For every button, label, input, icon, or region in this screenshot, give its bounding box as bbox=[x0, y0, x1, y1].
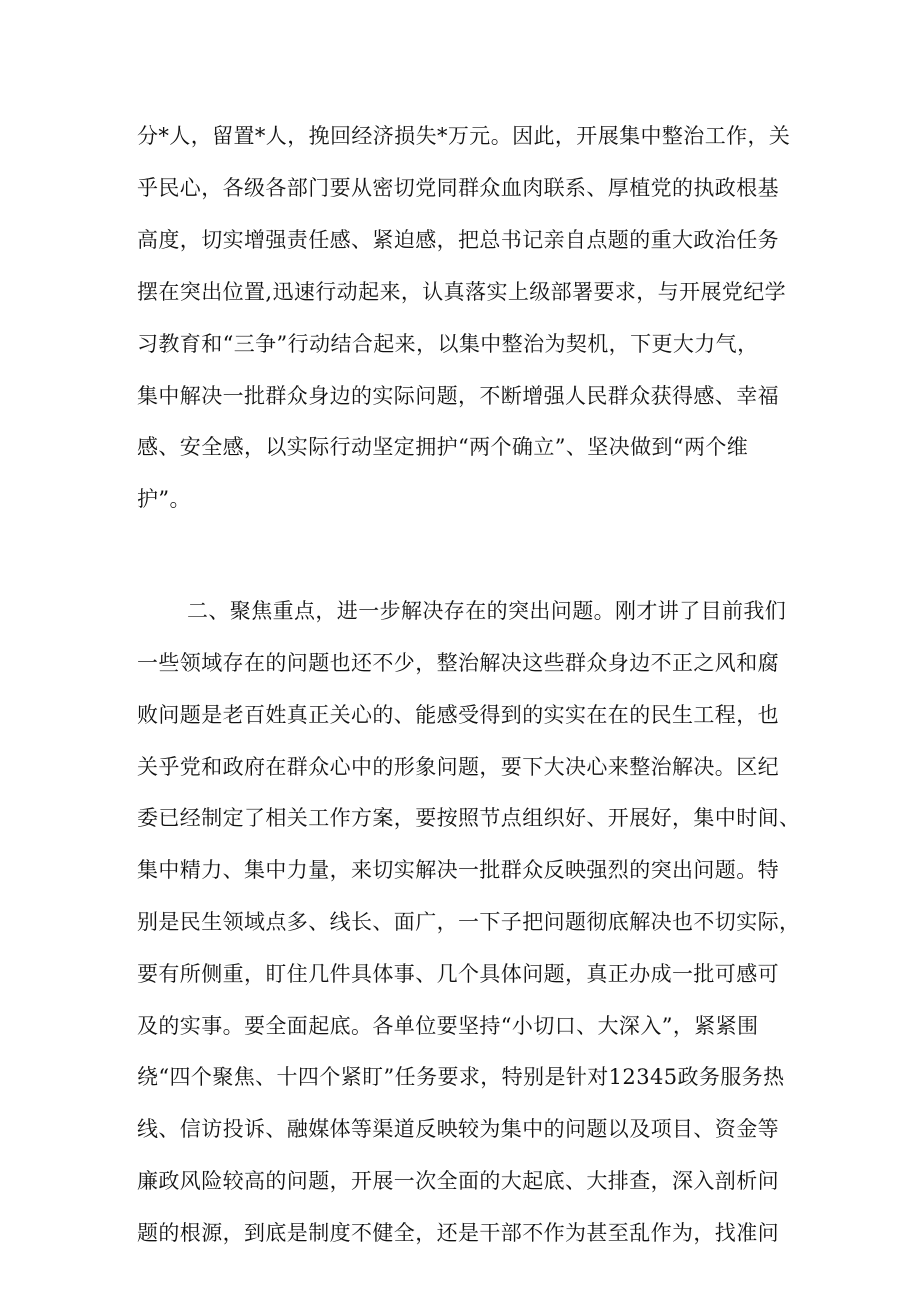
text-line: 一些领域存在的问题也还不少，整治解决这些群众身边不正之风和腐 bbox=[137, 651, 779, 675]
text-line: 题的根源，到底是制度不健全，还是干部不作为甚至乱作为，找准问 bbox=[137, 1221, 779, 1245]
text-line: 绕“四个聚焦、十四个紧盯”任务要求，特别是针对12345政务服务热 bbox=[137, 1065, 785, 1089]
text-line: 要有所侧重，盯住几件具体事、几个具体问题，真正办成一批可感可 bbox=[137, 962, 779, 986]
text-line: 委已经制定了相关工作方案，要按照节点组织好、开展好，集中时间、 bbox=[137, 806, 801, 830]
text-line: 廉政风险较高的问题，开展一次全面的大起底、大排查，深入剖析问 bbox=[137, 1169, 779, 1193]
text-line: 及的实事。要全面起底。各单位要坚持“小切口、大深入”，紧紧围 bbox=[137, 1014, 759, 1038]
text-line: 分*人，留置*人，挽回经济损失*万元。因此，开展集中整治工作，关 bbox=[137, 124, 791, 148]
text-line: 败问题是老百姓真正关心的、能感受得到的实实在在的民生工程，也 bbox=[137, 703, 779, 727]
text-line: 关乎党和政府在群众心中的形象问题，要下大决心来整治解决。区纪 bbox=[137, 755, 779, 779]
text-line: 护”。 bbox=[137, 487, 191, 511]
text-line: 线、信访投诉、融媒体等渠道反映较为集中的问题以及项目、资金等 bbox=[137, 1117, 779, 1141]
text-line: 摆在突出位置,迅速行动起来，认真落实上级部署要求，与开展党纪学 bbox=[137, 280, 787, 304]
text-line: 乎民心，各级各部门要从密切党同群众血肉联系、厚植党的执政根基 bbox=[137, 176, 779, 200]
text-line: 感、安全感，以实际行动坚定拥护“两个确立”、坚决做到“两个维 bbox=[137, 435, 749, 459]
paragraph-heading: 二、聚焦重点，进一步解决存在的突出问题。刚才讲了目前我们 bbox=[187, 599, 787, 623]
text-line: 习教育和“三争”行动结合起来，以集中整治为契机，下更大力气， bbox=[137, 332, 759, 356]
text-line: 别是民生领域点多、线长、面广，一下子把问题彻底解决也不切实际， bbox=[137, 910, 801, 934]
text-line: 高度，切实增强责任感、紧迫感，把总书记亲自点题的重大政治任务 bbox=[137, 228, 779, 252]
text-line: 集中精力、集中力量，来切实解决一批群众反映强烈的突出问题。特 bbox=[137, 858, 779, 882]
text-line: 集中解决一批群众身边的实际问题，不断增强人民群众获得感、幸福 bbox=[137, 384, 779, 408]
